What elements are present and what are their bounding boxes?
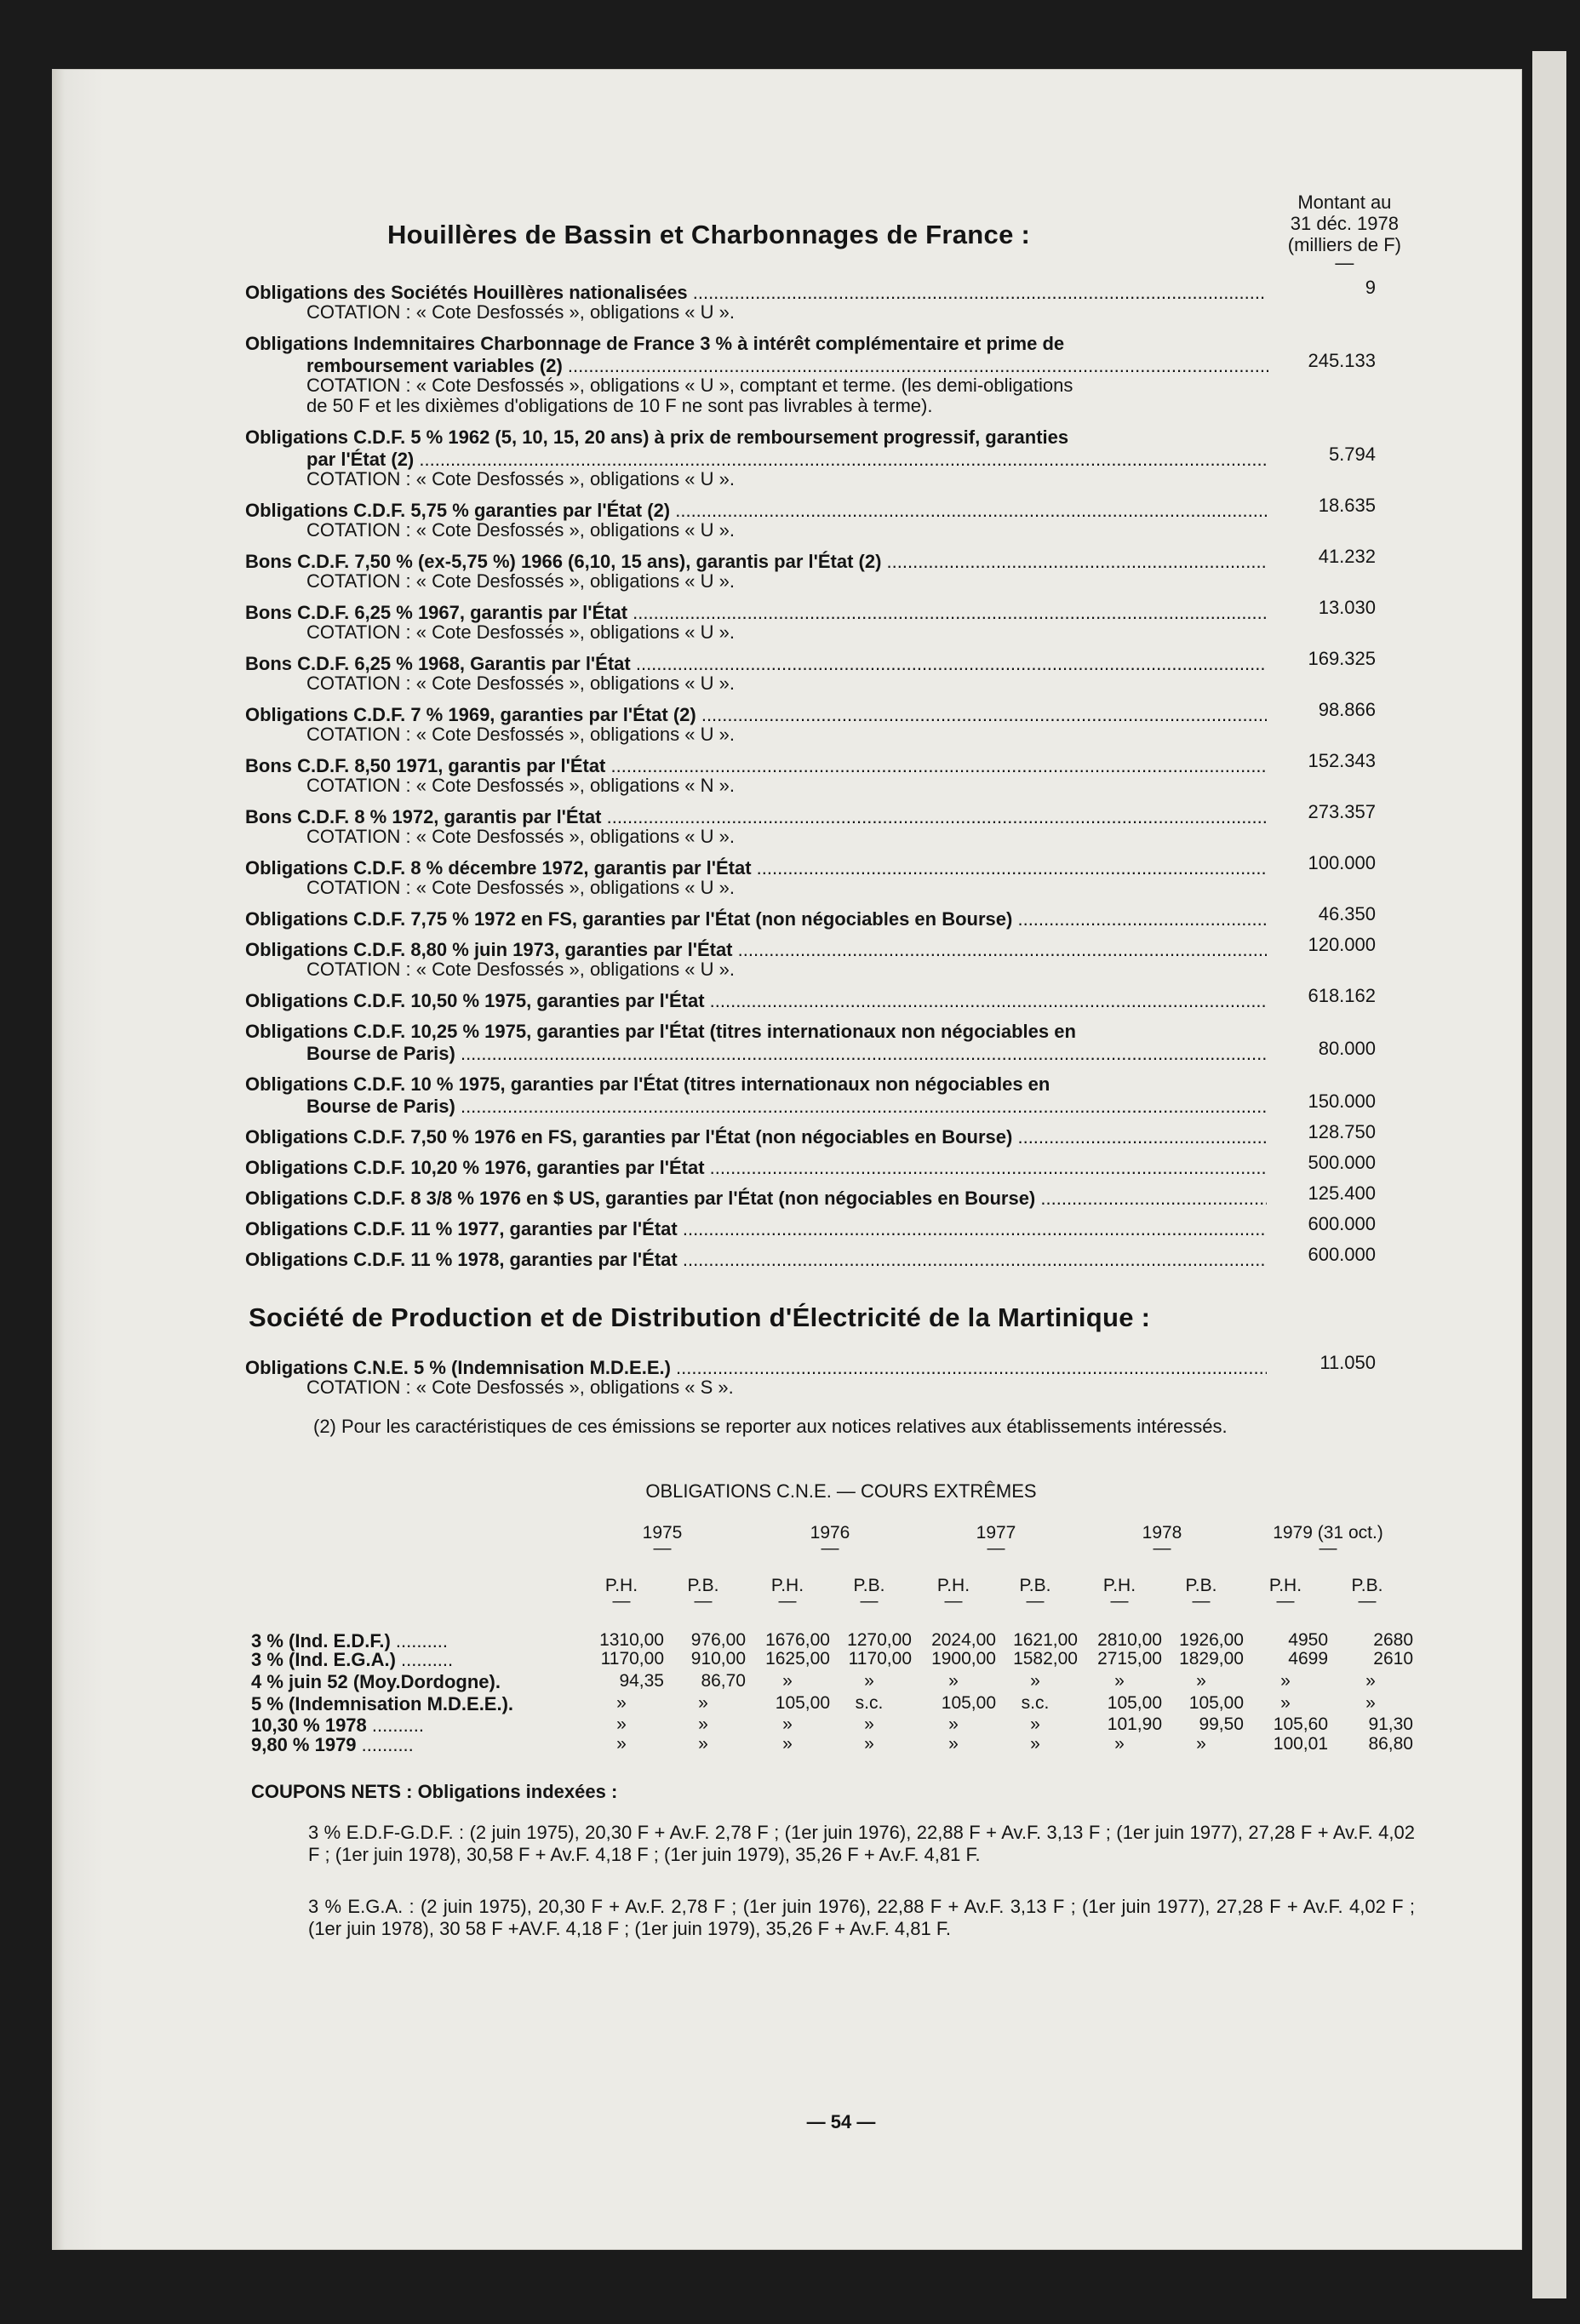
- cne-cell: 2810,00: [1097, 1630, 1162, 1650]
- cne-row-label: [251, 1649, 453, 1671]
- cne-cell: 105,00: [775, 1693, 830, 1713]
- coupon-paragraph-edf: 3 % E.D.F-G.D.F. : (2 juin 1975), 20,30 F + Av.F. 2,78 F ; (1er juin 1976), 22,88 F + Av.F. 3,13 F ; (1er juin 1977), 27,28 F + Av.F. 4,02 F ; (1er juin 1978), 30,58 F + Av.F. 4,18 F ; (1er juin 1979), 35,26 F + Av.F. 4,81 F.: [308, 1822, 1415, 1865]
- entry-title-line: Bourse de Paris) .....: [306, 1043, 1268, 1065]
- price-header-label: P.B.: [1019, 1576, 1051, 1595]
- amount-header-line3: (milliers de F): [1287, 234, 1401, 255]
- year-header: [962, 1523, 1030, 1558]
- entry-title-line: Obligations C.D.F. 5,75 % garanties par l'État (2) .....: [245, 500, 1267, 522]
- cne-cell: »: [698, 1693, 708, 1713]
- cne-cell: 105,60: [1273, 1714, 1328, 1734]
- entry-title-line: Obligations C.D.F. 11 % 1978, garanties par l'État .....: [245, 1249, 1267, 1271]
- entry-cotation-line: COTATION : « Cote Desfossés », obligations « U ».: [306, 570, 735, 592]
- price-header-label: P.B.: [1351, 1576, 1383, 1595]
- cne-cell: »: [698, 1734, 708, 1754]
- price-header-label: P.B.: [853, 1576, 885, 1595]
- cne-row-leader: ..........: [356, 1734, 414, 1755]
- cne-cell: »: [948, 1734, 959, 1754]
- entry-amount: 46.350: [1318, 903, 1376, 924]
- coupon-paragraph-ega: 3 % E.G.A. : (2 juin 1975), 20,30 F + Av.F. 2,78 F ; (1er juin 1976), 22,88 F + Av.F. 3,13 F ; (1er juin 1977), 27,28 F + Av.F. 4,02 F ; (1er juin 1978), 30 58 F +AV.F. 4,18 F ; (1er juin 1979), 35,26 F + Av.F. 4,81 F.: [308, 1896, 1415, 1939]
- year-label: 1975: [642, 1523, 683, 1543]
- amount-header-dash: —: [1335, 252, 1354, 273]
- price-header-label: P.H.: [1102, 1576, 1136, 1595]
- price-header-label: P.H.: [936, 1576, 970, 1595]
- price-header-label: P.B.: [1185, 1576, 1217, 1595]
- entry-amount: 152.343: [1308, 750, 1376, 771]
- entry-title-line: Obligations Indemnitaires Charbonnage de France 3 % à intérêt complémentaire et prime de: [245, 333, 1065, 354]
- cne-cell: 101,90: [1107, 1714, 1162, 1734]
- cne-cell: s.c.: [1021, 1693, 1050, 1713]
- cne-cell: »: [782, 1734, 793, 1754]
- entry-amount: 41.232: [1318, 546, 1376, 567]
- entry-amount: 618.162: [1308, 985, 1376, 1006]
- cne-cell: 105,00: [1107, 1693, 1162, 1713]
- section-title-martinique: Société de Production et de Distribution d'Électricité de la Martinique :: [249, 1302, 1151, 1332]
- entry-amount: 600.000: [1308, 1213, 1376, 1234]
- cne-cell: 1829,00: [1179, 1649, 1244, 1669]
- entry-amount: 9: [1365, 277, 1376, 298]
- cne-cell: 2024,00: [931, 1630, 996, 1650]
- entry-title-line: Obligations C.D.F. 7,75 % 1972 en FS, garanties par l'État (non négociables en Bourse) .....: [245, 908, 1267, 930]
- year-underline: —: [821, 1538, 839, 1558]
- cne-cell: »: [698, 1714, 708, 1734]
- entry-cotation-line: COTATION : « Cote Desfossés », obligations « U ».: [306, 826, 735, 847]
- cne-cell: »: [1196, 1671, 1206, 1691]
- entry-title-line: Obligations C.D.F. 8 % décembre 1972, garantis par l'État .....: [245, 857, 1267, 879]
- entry-title-line: par l'État (2) .....: [306, 449, 1268, 471]
- price-header-underline: —: [1110, 1591, 1129, 1611]
- price-header-label: P.B.: [687, 1576, 719, 1595]
- cne-row-label-text: 5 % (Indemnisation M.D.E.E.).: [251, 1693, 514, 1714]
- cne-cell: »: [782, 1714, 793, 1734]
- cne-cell: 1270,00: [847, 1630, 912, 1650]
- price-header: [1001, 1576, 1069, 1611]
- cne-cell: »: [1114, 1734, 1125, 1754]
- year-header: [1260, 1523, 1396, 1558]
- entry-title-line: Obligations C.D.F. 10,25 % 1975, garanties par l'État (titres internationaux non négociables en: [245, 1021, 1076, 1042]
- entry-amount: 600.000: [1308, 1244, 1376, 1265]
- entry-amount: 80.000: [1318, 1038, 1376, 1059]
- entry-cotation-line: COTATION : « Cote Desfossés », obligations « U », comptant et terme. (les demi-obligations: [306, 375, 1073, 396]
- cne-cell: 99,50: [1199, 1714, 1244, 1734]
- price-header: [835, 1576, 903, 1611]
- cne-cell: 2610: [1373, 1649, 1413, 1669]
- price-header-underline: —: [1192, 1591, 1211, 1611]
- section-title-houilleres: Houillères de Bassin et Charbonnages de France :: [387, 220, 1031, 249]
- cne-cell: »: [1280, 1671, 1291, 1691]
- price-header-underline: —: [1276, 1591, 1295, 1611]
- entry-cotation-line: COTATION : « Cote Desfossés », obligations « U ».: [306, 959, 735, 980]
- cne-cell: »: [616, 1714, 627, 1734]
- cne-cell: 2680: [1373, 1630, 1413, 1650]
- cne-cell: »: [948, 1714, 959, 1734]
- entry-title-line: Obligations C.D.F. 8 3/8 % 1976 en $ US, garanties par l'État (non négociables en Bourse) .....: [245, 1188, 1267, 1210]
- cne-cell: »: [782, 1671, 793, 1691]
- entry-amount: 169.325: [1308, 648, 1376, 669]
- cne-row-leader: ..........: [390, 1630, 449, 1651]
- price-header-underline: —: [778, 1591, 797, 1611]
- price-header: [1085, 1576, 1154, 1611]
- entry-amount: 120.000: [1308, 934, 1376, 955]
- price-header-underline: —: [1026, 1591, 1045, 1611]
- entry-amount: 5.794: [1328, 444, 1376, 465]
- cne-cell: »: [864, 1671, 874, 1691]
- price-header-underline: —: [860, 1591, 879, 1611]
- entry-title-line: Obligations C.D.F. 7,50 % 1976 en FS, garanties par l'État (non négociables en Bourse) .....: [245, 1126, 1267, 1148]
- price-header-underline: —: [944, 1591, 963, 1611]
- cne-cell: 910,00: [690, 1649, 746, 1669]
- entry-cotation-line: COTATION : « Cote Desfossés », obligations « U ».: [306, 468, 735, 489]
- price-header-underline: —: [1358, 1591, 1377, 1611]
- cne-cell: 1926,00: [1179, 1630, 1244, 1650]
- entry-amount: 125.400: [1308, 1182, 1376, 1204]
- cne-cell: »: [948, 1671, 959, 1691]
- entry-amount: 13.030: [1318, 597, 1376, 618]
- cne-row-label: [251, 1734, 414, 1756]
- year-underline: —: [987, 1538, 1005, 1558]
- entry-title-line: Obligations C.N.E. 5 % (Indemnisation M.D.E.E.) .....: [245, 1357, 1267, 1379]
- cne-row-label: [251, 1693, 513, 1715]
- amount-header-line2: 31 déc. 1978: [1290, 213, 1399, 234]
- entry-cotation-line: COTATION : « Cote Desfossés », obligations « U ».: [306, 724, 735, 745]
- cne-cell: »: [1030, 1734, 1040, 1754]
- cne-cell: 1625,00: [765, 1649, 830, 1669]
- cne-row-label-text: 9,80 % 1979: [251, 1734, 357, 1755]
- price-header: [1333, 1576, 1401, 1611]
- cne-cell: »: [616, 1693, 627, 1713]
- page-number: — 54 —: [806, 2111, 876, 2132]
- cne-cell: 105,00: [941, 1693, 996, 1713]
- entry-title-line: remboursement variables (2) .....: [306, 355, 1268, 377]
- price-header-underline: —: [694, 1591, 713, 1611]
- year-label: 1976: [810, 1523, 850, 1543]
- price-header: [669, 1576, 737, 1611]
- entry-amount: 500.000: [1308, 1152, 1376, 1173]
- cne-cell: 1310,00: [599, 1630, 664, 1650]
- entry-amount: 150.000: [1308, 1090, 1376, 1112]
- entry-cotation-line: de 50 F et les dixièmes d'obligations de 10 F ne sont pas livrables à terme).: [306, 395, 933, 416]
- year-underline: —: [653, 1538, 672, 1558]
- price-header: [1167, 1576, 1235, 1611]
- cne-cell: 105,00: [1188, 1693, 1244, 1713]
- cne-cell: »: [1030, 1671, 1040, 1691]
- cne-row-leader: ..........: [395, 1649, 454, 1670]
- amount-header-line1: Montant au: [1297, 192, 1392, 213]
- cne-cell: 4699: [1288, 1649, 1328, 1669]
- year-underline: —: [1153, 1538, 1171, 1558]
- cne-cell: »: [864, 1734, 874, 1754]
- cne-cell: 1621,00: [1013, 1630, 1078, 1650]
- cne-row-label-text: 10,30 % 1978: [251, 1714, 367, 1736]
- cne-cell: 86,70: [701, 1671, 746, 1691]
- entry-cotation-line: COTATION : « Cote Desfossés », obligations « U ».: [306, 519, 735, 541]
- cne-cell: »: [1365, 1671, 1376, 1691]
- entry-amount: 273.357: [1308, 801, 1376, 822]
- entry-title-line: Obligations C.D.F. 11 % 1977, garanties par l'État .....: [245, 1218, 1267, 1240]
- year-label: 1978: [1142, 1523, 1182, 1543]
- entry-amount: 11.050: [1320, 1352, 1376, 1373]
- entry-title-line: Obligations C.D.F. 10,50 % 1975, garanties par l'État .....: [245, 990, 1267, 1012]
- cne-cell: 976,00: [690, 1630, 746, 1650]
- cne-cell: »: [616, 1734, 627, 1754]
- cne-cell: 1170,00: [600, 1649, 664, 1669]
- entry-title-line: Obligations C.D.F. 5 % 1962 (5, 10, 15, 20 ans) à prix de remboursement progressif, garanties: [245, 426, 1069, 448]
- entry-title-line: Bons C.D.F. 6,25 % 1967, garantis par l'État .....: [245, 602, 1267, 624]
- entry-title-line: Bons C.D.F. 7,50 % (ex-5,75 %) 1966 (6,10, 15 ans), garantis par l'État (2) .....: [245, 551, 1267, 573]
- cne-row-label: [251, 1671, 501, 1693]
- year-header: [628, 1523, 696, 1558]
- entry-amount: 245.133: [1308, 350, 1376, 371]
- entry-title-line: Bourse de Paris) .....: [306, 1096, 1268, 1118]
- cne-cell: »: [1365, 1693, 1376, 1713]
- cne-cell: 94,35: [619, 1671, 664, 1691]
- entry-title-line: Bons C.D.F. 8 % 1972, garantis par l'État .....: [245, 806, 1267, 828]
- entry-amount: 100.000: [1308, 852, 1376, 873]
- cne-cell: 86,80: [1368, 1734, 1413, 1754]
- amount-column-header: [1288, 192, 1401, 271]
- entry-amount: 128.750: [1308, 1121, 1376, 1142]
- cne-cell: 91,30: [1368, 1714, 1413, 1734]
- year-label: 1979 (31 oct.): [1273, 1523, 1383, 1543]
- entry-cotation-line: COTATION : « Cote Desfossés », obligations « N ».: [306, 775, 735, 796]
- cne-cell: »: [1196, 1734, 1206, 1754]
- entry-title-line: Bons C.D.F. 8,50 1971, garantis par l'État .....: [245, 755, 1267, 777]
- price-header: [1251, 1576, 1320, 1611]
- cne-cell: 100,01: [1273, 1734, 1328, 1754]
- cne-cell: »: [1030, 1714, 1040, 1734]
- entry-title-line: Obligations C.D.F. 8,80 % juin 1973, garanties par l'État .....: [245, 939, 1267, 961]
- price-header-label: P.H.: [770, 1576, 804, 1595]
- cne-cell: »: [864, 1714, 874, 1734]
- cne-cell: 1582,00: [1013, 1649, 1078, 1669]
- cne-cell: »: [1114, 1671, 1125, 1691]
- entry-cotation-line: COTATION : « Cote Desfossés », obligations « U ».: [306, 301, 735, 323]
- cne-cell: 1170,00: [848, 1649, 912, 1669]
- cne-row-label-text: 3 % (Ind. E.G.A.): [251, 1649, 396, 1670]
- cne-cell: »: [1280, 1693, 1291, 1713]
- entry-title-line: Obligations des Sociétés Houillères nationalisées .....: [245, 282, 1267, 304]
- cne-cell: 1900,00: [931, 1649, 996, 1669]
- year-underline: —: [1319, 1538, 1337, 1558]
- cne-row-label-text: 4 % juin 52 (Moy.Dordogne).: [251, 1671, 501, 1692]
- entry-cotation-line: COTATION : « Cote Desfossés », obligations « U ».: [306, 621, 735, 643]
- cne-row-label-text: 3 % (Ind. E.D.F.): [251, 1630, 391, 1651]
- footnote: (2) Pour les caractéristiques de ces émissions se reporter aux notices relatives aux établissements intéressés.: [313, 1416, 1228, 1437]
- cne-cell: s.c.: [855, 1693, 884, 1713]
- entry-title-line: Obligations C.D.F. 10 % 1975, garanties par l'État (titres internationaux non négociables en: [245, 1073, 1050, 1095]
- price-header-label: P.H.: [1268, 1576, 1302, 1595]
- cne-cell: 2715,00: [1097, 1649, 1162, 1669]
- price-header: [919, 1576, 988, 1611]
- price-header-underline: —: [612, 1591, 631, 1611]
- entry-amount: 98.866: [1318, 699, 1376, 720]
- price-header: [753, 1576, 821, 1611]
- entry-title-line: Obligations C.D.F. 7 % 1969, garanties par l'État (2) .....: [245, 704, 1267, 726]
- entry-title-line: Obligations C.D.F. 10,20 % 1976, garanties par l'État .....: [245, 1157, 1267, 1179]
- coupons-title: COUPONS NETS : Obligations indexées :: [251, 1781, 618, 1802]
- cne-cell: 1676,00: [765, 1630, 830, 1650]
- price-header: [587, 1576, 655, 1611]
- year-label: 1977: [976, 1523, 1016, 1543]
- entry-amount: 18.635: [1318, 495, 1376, 516]
- cne-cell: 4950: [1288, 1630, 1328, 1650]
- entry-title-line: Bons C.D.F. 6,25 % 1968, Garantis par l'État .....: [245, 653, 1267, 675]
- year-header: [796, 1523, 864, 1558]
- cne-table-title: OBLIGATIONS C.N.E. — COURS EXTRÊMES: [645, 1480, 1037, 1502]
- price-header-label: P.H.: [604, 1576, 638, 1595]
- entry-cotation-line: COTATION : « Cote Desfossés », obligations « U ».: [306, 673, 735, 694]
- entry-cotation-line: COTATION : « Cote Desfossés », obligations « U ».: [306, 877, 735, 898]
- entry-cotation-line: COTATION : « Cote Desfossés », obligations « S ».: [306, 1377, 734, 1398]
- year-header: [1128, 1523, 1196, 1558]
- cne-row-leader: ..........: [366, 1714, 425, 1736]
